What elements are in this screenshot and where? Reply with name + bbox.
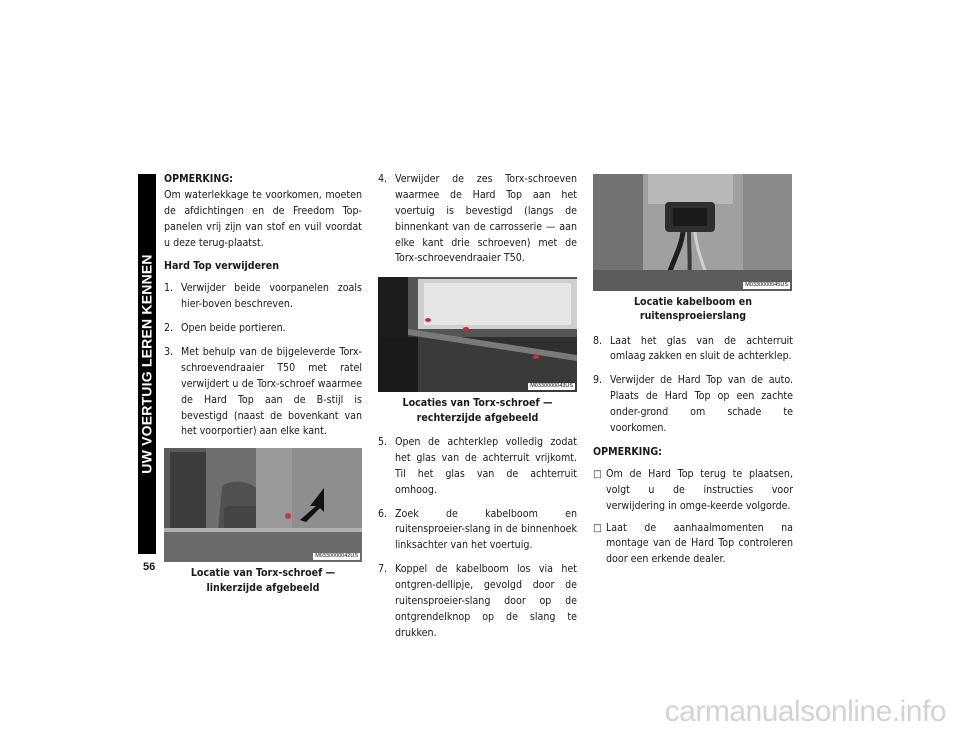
figure-caption: Locatie kabelboom en ruitensproeierslang (633, 296, 753, 323)
figure-code: M0330000043US (530, 383, 573, 390)
step-number: 6. (378, 507, 388, 520)
checkbox-bullet-icon: □ (593, 522, 602, 534)
page-number: 56 (143, 561, 156, 573)
step-6 (378, 507, 577, 555)
torx-screw-marker-3 (533, 355, 539, 359)
step-text: Laat het glas van de achterruit omlaag zakken en sluit de achterklep. (610, 334, 793, 363)
note-text: Om waterlekkage te voorkomen, moeten de afdichtingen en de Freedom Top-panelen vrij zijn van stof en vuil voordat u deze terug-plaatst. (164, 188, 362, 249)
step-number: 8. (593, 334, 603, 347)
column-1 (164, 172, 362, 605)
step-text: Open beide portieren. (181, 322, 286, 335)
step-text: Open de achterklep volledig zodat het glas van de achterruit vrijkomt. Til het glas van de achterruit omhoog. (395, 435, 577, 496)
step-text: Verwijder de Hard Top van de auto. Plaats de Hard Top op een zachte onder-grond om schade te voorkomen. (610, 374, 793, 435)
step-text: Verwijder de zes Torx-schroeven waarmee de Hard Top aan het voertuig is bevestigd (langs de binnenkant van de carrosserie — aan elke kant drie schroeven) met de Torx-schroevendraaier T50. (395, 173, 577, 265)
section-heading: Hard Top verwijderen (164, 260, 279, 273)
torx-screw-marker-1 (425, 318, 431, 322)
step-number: 7. (378, 563, 388, 576)
step-number: 3. (164, 346, 174, 359)
photo-rear-corner (593, 174, 792, 291)
figure-code: M0330000042US (315, 553, 358, 560)
note-label: OPMERKING: (593, 445, 662, 458)
watermark: carmanualsonline.info (664, 695, 946, 728)
figure-torx-right (378, 277, 577, 392)
photo-door-interior (164, 448, 362, 562)
figure-caption: Locaties van Torx-schroef — rechterzijde afgebeeld (402, 397, 553, 424)
bullet-item-2 (593, 521, 793, 569)
bullet-text: Laat de aanhaalmomenten na montage van de Hard Top controleren door een erkende dealer. (606, 521, 793, 566)
step-2 (164, 321, 362, 337)
step-number: 9. (593, 374, 603, 387)
column-2 (378, 172, 577, 650)
figure-code: M0330000045US (745, 281, 788, 288)
step-number: 1. (164, 282, 174, 295)
step-text: Met behulp van de bijgeleverde Torx-schroevendraaier T50 met ratel verwijdert u de Torx-schroef waarmee de Hard Top aan de B-stijl is bevestigd (naast de bovenkant van het voorportier) aan elke kant. (181, 346, 362, 438)
section-side-tab (138, 174, 156, 554)
bullet-text: Om de Hard Top terug te plaatsen, volgt u de instructies voor verwijdering in omge-keerde volgorde. (606, 467, 793, 512)
step-1 (164, 281, 362, 313)
step-number: 2. (164, 322, 174, 335)
bullet-item-1 (593, 467, 793, 515)
step-number: 5. (378, 435, 388, 448)
checkbox-bullet-icon: □ (593, 468, 602, 480)
photo-cargo-area (378, 277, 577, 392)
step-3 (164, 345, 362, 440)
step-text: Koppel de kabelboom los via het ontgren-dellipje, gevolgd door de ruitensproeier-slang door op de ontgrendelknop op de slang te drukken. (395, 563, 577, 639)
step-4 (378, 172, 577, 267)
figure-wiring-harness (593, 174, 792, 291)
torx-screw-marker (285, 513, 291, 519)
step-8 (593, 334, 793, 366)
step-7 (378, 562, 577, 641)
step-text: Verwijder beide voorpanelen zoals hier-boven beschreven. (181, 282, 362, 311)
note-label: OPMERKING: (164, 173, 233, 185)
step-text: Zoek de kabelboom en ruitensproeier-slang in de binnenhoek linksachter van het voertuig. (395, 507, 577, 552)
step-number: 4. (378, 173, 388, 185)
torx-screw-marker-2 (463, 327, 469, 331)
step-5 (378, 435, 577, 499)
column-3 (593, 172, 793, 574)
figure-torx-left (164, 448, 362, 562)
figure-caption: Locatie van Torx-schroef — linkerzijde afgebeeld (190, 567, 336, 594)
step-9 (593, 373, 793, 437)
section-side-tab-label: UW VOERTUIG LEREN KENNEN (138, 254, 155, 474)
